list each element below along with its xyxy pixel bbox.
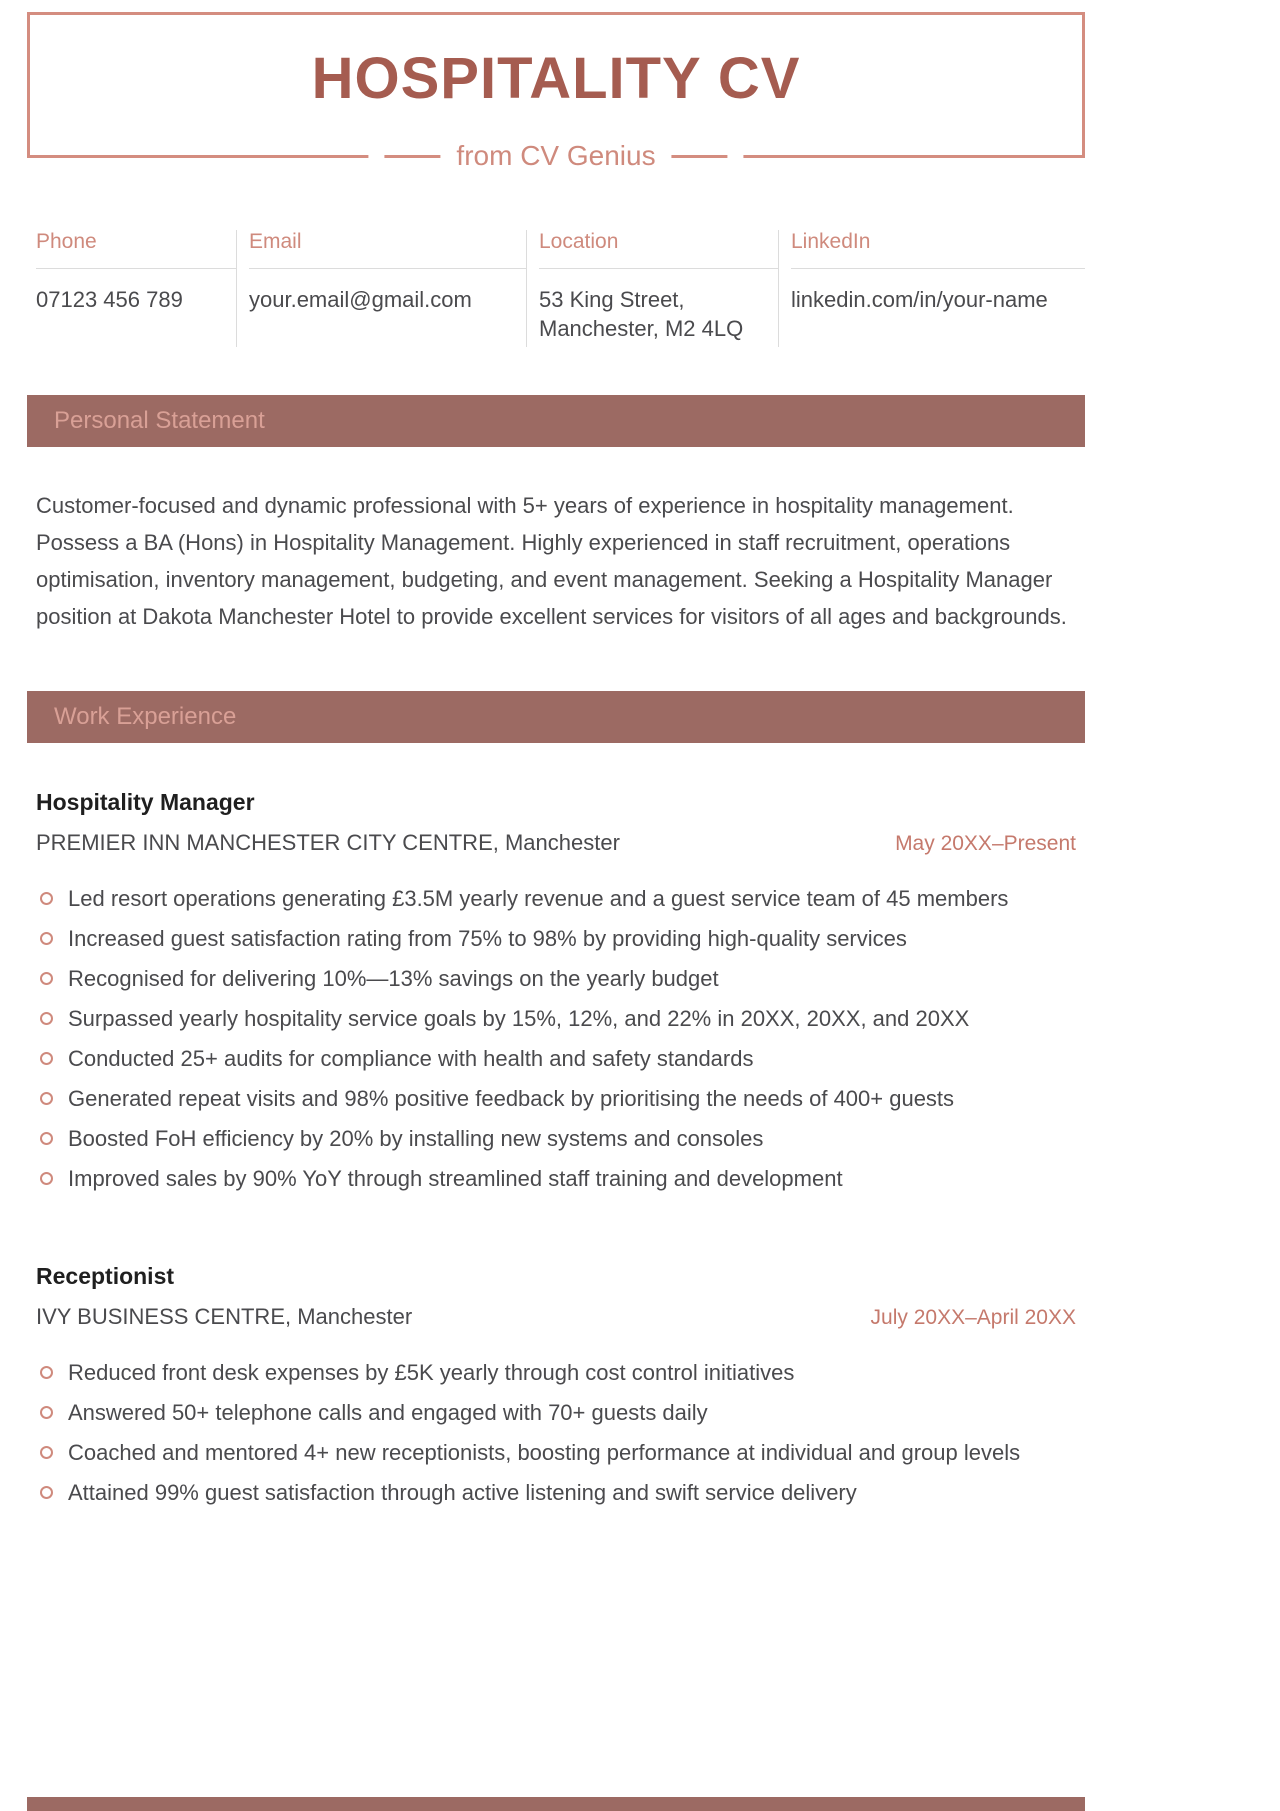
- section-heading-text: Work Experience: [54, 703, 237, 730]
- job-company: IVY BUSINESS CENTRE, Manchester: [36, 1304, 413, 1329]
- cv-title: HOSPITALITY CV: [311, 45, 801, 111]
- bullet-item: Reduced front desk expenses by £5K yearly through cost control initiatives: [40, 1354, 1085, 1391]
- bullet-icon: [40, 1366, 53, 1379]
- contact-label-location: Location: [539, 230, 778, 269]
- contact-col-phone: [27, 230, 237, 347]
- contact-col-location: [527, 230, 779, 347]
- bullet-item: Increased guest satisfaction rating from 75% to 98% by providing high-quality services: [40, 920, 1085, 957]
- job-dates: May 20XX–Present: [895, 832, 1076, 855]
- bullet-icon: [40, 1052, 53, 1065]
- bullet-icon: [40, 892, 53, 905]
- section-heading-text: Personal Statement: [54, 407, 265, 434]
- bullet-item: Recognised for delivering 10%—13% savings on the yearly budget: [40, 960, 1085, 997]
- bullet-icon: [40, 1012, 53, 1025]
- job-title: Receptionist: [36, 1263, 175, 1289]
- personal-statement-text: Customer-focused and dynamic professional with 5+ years of experience in hospitality management. Possess a BA (Hons) in Hospitality Management. Highly experienced in staff recruitment, operations optimisation, inventory management, budgeting, and event management. Seeking a Hospitality Manager position at Dakota Manchester Hotel to provide excellent services for visitors of all ages and backgrounds.: [36, 493, 1067, 629]
- job-entry-receptionist: [27, 1263, 1085, 1511]
- bullet-icon: [40, 1132, 53, 1145]
- section-header-personal-statement: [27, 395, 1085, 447]
- job-company-row: [36, 1304, 1076, 1330]
- bullet-item: Coached and mentored 4+ new receptionists, boosting performance at individual and group levels: [40, 1434, 1085, 1471]
- cv-header: [27, 12, 1085, 171]
- job-company: PREMIER INN MANCHESTER CITY CENTRE, Manchester: [36, 830, 620, 855]
- subtitle-line-left-icon: [384, 155, 440, 158]
- bullet-item: Led resort operations generating £3.5M yearly revenue and a guest service team of 45 members: [40, 880, 1085, 917]
- job-entry-hospitality-manager: [27, 789, 1085, 1197]
- contact-value-linkedin: linkedin.com/in/your-name: [791, 287, 1048, 312]
- bullet-item: Surpassed yearly hospitality service goals by 15%, 12%, and 22% in 20XX, 20XX, and 20XX: [40, 1000, 1085, 1037]
- bullet-icon: [40, 1446, 53, 1459]
- bullet-icon: [40, 972, 53, 985]
- contact-value-phone: 07123 456 789: [36, 287, 183, 312]
- bullet-icon: [40, 1486, 53, 1499]
- job-bullet-list: [27, 1354, 1085, 1511]
- cv-subtitle-text: from CV Genius: [456, 140, 656, 171]
- job-company-row: [36, 830, 1076, 856]
- section-header-work-experience: [27, 691, 1085, 743]
- contact-col-email: [237, 230, 527, 347]
- bullet-item: Generated repeat visits and 98% positive feedback by prioritising the needs of 400+ guests: [40, 1080, 1085, 1117]
- job-title: Hospitality Manager: [36, 789, 255, 815]
- bullet-item: Conducted 25+ audits for compliance with health and safety standards: [40, 1040, 1085, 1077]
- cv-subtitle: [368, 134, 743, 178]
- bullet-item: Improved sales by 90% YoY through streamlined staff training and development: [40, 1160, 1085, 1197]
- job-dates: July 20XX–April 20XX: [870, 1306, 1076, 1329]
- contact-col-linkedin: [779, 230, 1085, 347]
- subtitle-line-right-icon: [672, 155, 728, 158]
- section-header-cutoff: [27, 1797, 1085, 1811]
- contact-label-email: Email: [249, 230, 526, 269]
- contact-label-linkedin: LinkedIn: [791, 230, 1085, 269]
- bullet-icon: [40, 1172, 53, 1185]
- bullet-item: Answered 50+ telephone calls and engaged with 70+ guests daily: [40, 1394, 1085, 1431]
- bullet-icon: [40, 1092, 53, 1105]
- bullet-item: Boosted FoH efficiency by 20% by installing new systems and consoles: [40, 1120, 1085, 1157]
- contact-value-email: your.email@gmail.com: [249, 287, 472, 312]
- bullet-icon: [40, 932, 53, 945]
- contact-value-location: 53 King Street, Manchester, M2 4LQ: [539, 287, 744, 341]
- cv-content: [27, 12, 1085, 1511]
- bullet-item: Attained 99% guest satisfaction through active listening and swift service delivery: [40, 1474, 1085, 1511]
- contact-label-phone: Phone: [36, 230, 236, 269]
- bullet-icon: [40, 1406, 53, 1419]
- contact-info: [27, 230, 1085, 347]
- job-bullet-list: [27, 880, 1085, 1197]
